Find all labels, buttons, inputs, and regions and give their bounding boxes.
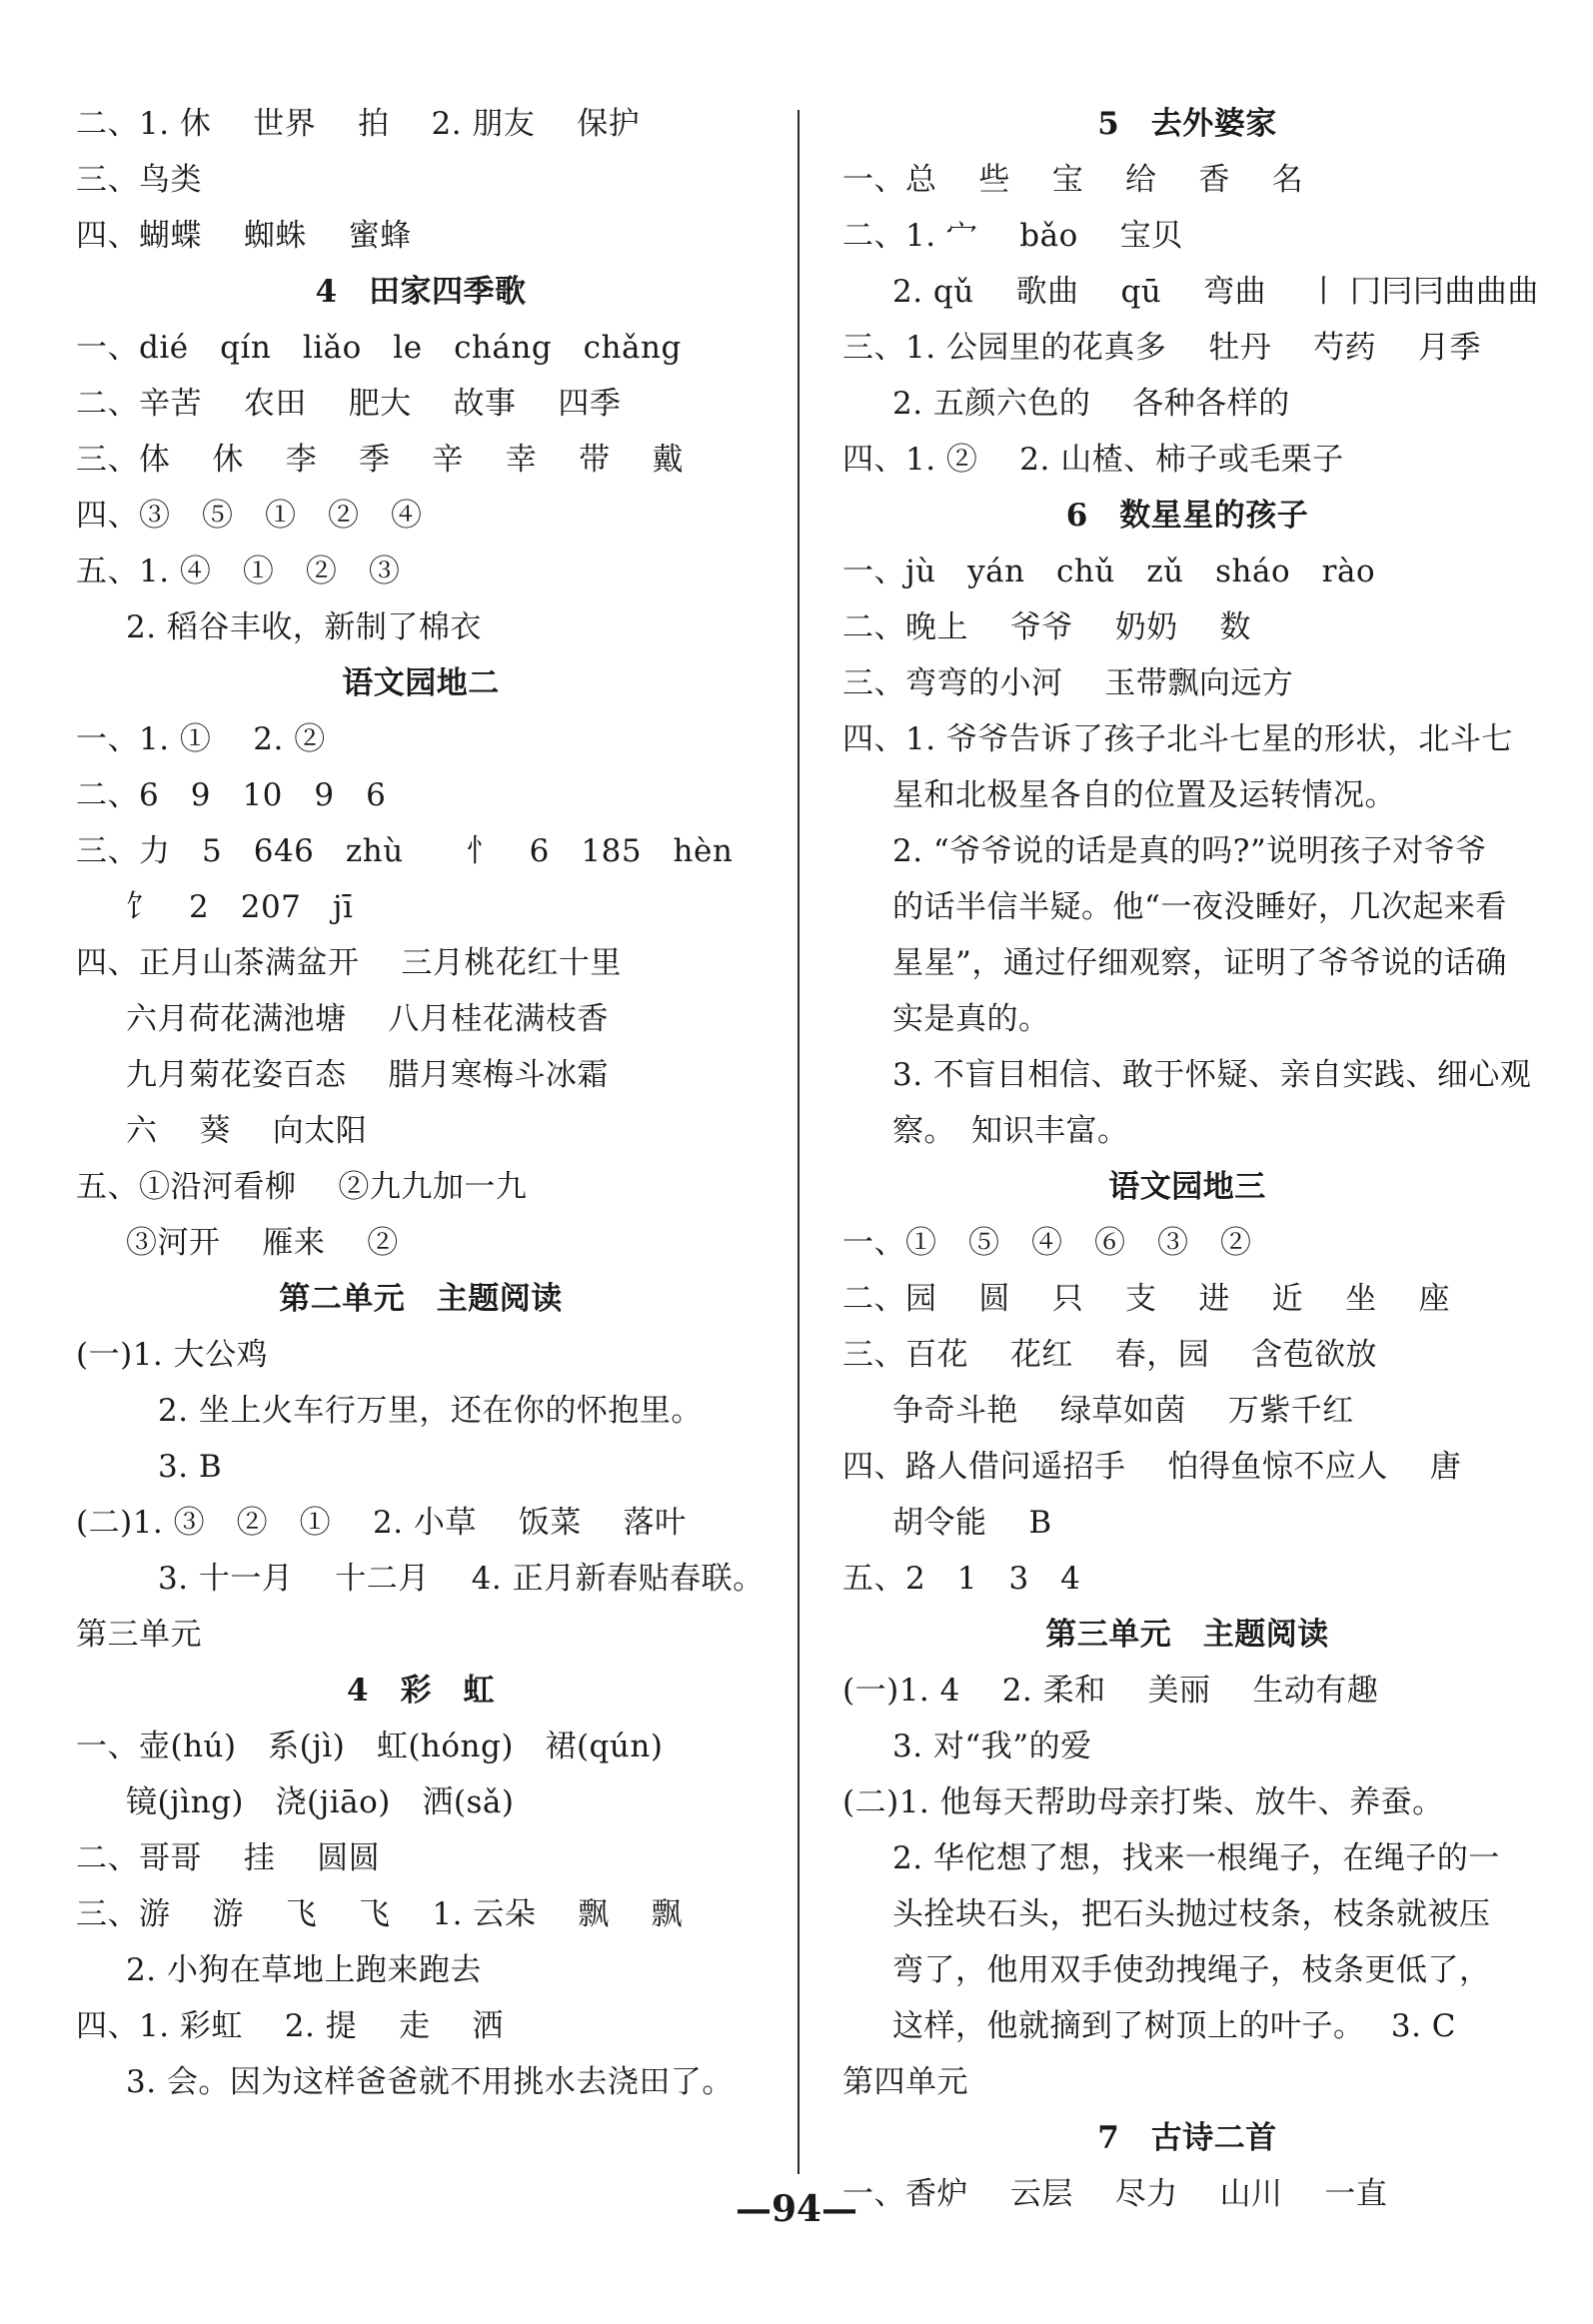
answer-line: 3. 会。因为这样爸爸就不用挑水去浇田了。 bbox=[126, 2064, 734, 2100]
answer-line: 三、1. 公园里的花真多 牡丹 芍药 月季 bbox=[842, 330, 1481, 366]
answer-line: 二、6 9 10 9 6 bbox=[76, 777, 387, 813]
answer-line: 四、路人借问遥招手 怕得鱼惊不应人 唐 bbox=[842, 1449, 1462, 1485]
answer-line: 三、游 游 飞 飞 1. 云朵 飘 飘 bbox=[76, 1896, 684, 1932]
section-heading: 第三单元 主题阅读 bbox=[1045, 1617, 1329, 1653]
answer-line: 星和北极星各自的位置及运转情况。 bbox=[892, 777, 1396, 813]
answer-line: 四、正月山茶满盆开 三月桃花红十里 bbox=[76, 945, 622, 981]
answer-line: 争奇斗艳 绿草如茵 万紫千红 bbox=[892, 1393, 1354, 1429]
answer-line: 五、①沿河看柳 ②九九加一九 bbox=[76, 1169, 528, 1205]
page-number: —94— bbox=[735, 2188, 858, 2230]
answer-line: 二、园 圆 只 支 进 近 坐 座 bbox=[842, 1281, 1450, 1317]
answer-line: (一)1. 4 2. 柔和 美丽 生动有趣 bbox=[842, 1673, 1379, 1709]
answer-line: 镜(jìng) 浇(jiāo) 洒(sǎ) bbox=[126, 1784, 515, 1820]
answer-line: 星星”，通过仔细观察，证明了爷爷说的话确 bbox=[892, 945, 1507, 981]
answer-line: 三、体 休 李 季 辛 幸 带 戴 bbox=[76, 442, 684, 478]
left-column bbox=[76, 96, 766, 2110]
answer-line: 九月菊花姿百态 腊月寒梅斗冰霜 bbox=[126, 1057, 609, 1093]
answer-line: 3. 十一月 十二月 4. 正月新春贴春联。 bbox=[158, 1561, 765, 1597]
answer-line: 饣 2 207 jī bbox=[126, 889, 354, 925]
answer-line: 的话半信半疑。他“一夜没睡好，几次起来看 bbox=[892, 889, 1507, 925]
answer-line: 二、辛苦 农田 肥大 故事 四季 bbox=[76, 386, 622, 422]
answer-line: 四、③ ⑤ ① ② ④ bbox=[76, 498, 423, 534]
answer-line: 六月荷花满池塘 八月桂花满枝香 bbox=[126, 1001, 609, 1037]
answer-line: 一、① ⑤ ④ ⑥ ③ ② bbox=[842, 1225, 1252, 1261]
section-heading: 4 彩 虹 bbox=[346, 1673, 496, 1709]
answer-line: 一、jù yán chǔ zǔ sháo rào bbox=[842, 554, 1376, 589]
answer-line: 3. 不盲目相信、敢于怀疑、亲自实践、细心观 bbox=[892, 1057, 1532, 1093]
right-column bbox=[842, 96, 1539, 2222]
answer-line: 二、哥哥 挂 圆圆 bbox=[76, 1840, 381, 1876]
answer-line: 三、鸟类 bbox=[76, 162, 202, 198]
answer-line: 一、香炉 云层 尽力 山川 一直 bbox=[842, 2176, 1388, 2212]
answer-line: 三、力 5 646 zhù 忄 6 185 hèn bbox=[76, 833, 734, 869]
answer-line: 3. B bbox=[158, 1449, 223, 1485]
section-heading: 4 田家四季歌 bbox=[315, 274, 527, 310]
column-divider bbox=[797, 110, 799, 2174]
answer-line: 三、弯弯的小河 玉带飘向远方 bbox=[842, 665, 1294, 701]
answer-line: 五、1. ④ ① ② ③ bbox=[76, 554, 401, 589]
section-heading: 6 数星星的孩子 bbox=[1065, 498, 1309, 534]
answer-line: 2. qǔ 歌曲 qū 弯曲 丨 冂冃冃曲曲曲 bbox=[892, 274, 1539, 310]
answer-line: 第四单元 bbox=[842, 2064, 968, 2100]
answer-line: 头拴块石头，把石头抛过枝条，枝条就被压 bbox=[892, 1896, 1491, 1932]
answer-line: (一)1. 大公鸡 bbox=[76, 1337, 269, 1373]
answer-line: (二)1. 他每天帮助母亲打柴、放牛、养蚕。 bbox=[842, 1784, 1444, 1820]
answer-line: 2. 稻谷丰收，新制了棉衣 bbox=[126, 609, 482, 645]
answer-line: 一、dié qín liǎo le cháng chǎng bbox=[76, 330, 682, 366]
answer-line: ③河开 雁来 ② bbox=[126, 1225, 399, 1261]
answer-line: 四、1. 彩虹 2. 提 走 洒 bbox=[76, 2008, 504, 2044]
answer-line: 2. “爷爷说的话是真的吗?”说明孩子对爷爷 bbox=[892, 833, 1487, 869]
answer-line: 五、2 1 3 4 bbox=[842, 1561, 1081, 1597]
section-heading: 7 古诗二首 bbox=[1097, 2120, 1277, 2156]
answer-line: 二、1. 宀 bǎo 宝贝 bbox=[842, 218, 1183, 254]
answer-line: 2. 小狗在草地上跑来跑去 bbox=[126, 1952, 482, 1988]
answer-line: 2. 坐上火车行万里，还在你的怀抱里。 bbox=[158, 1393, 703, 1429]
answer-line: 六 葵 向太阳 bbox=[126, 1113, 368, 1149]
answer-line: 二、晚上 爷爷 奶奶 数 bbox=[842, 609, 1252, 645]
answer-line: 一、1. ① 2. ② bbox=[76, 721, 326, 757]
section-heading: 语文园地三 bbox=[1108, 1169, 1266, 1205]
answer-line: (二)1. ③ ② ① 2. 小草 饭菜 落叶 bbox=[76, 1505, 687, 1541]
answer-line: 四、蝴蝶 蜘蛛 蜜蜂 bbox=[76, 218, 412, 254]
answer-line: 胡令能 B bbox=[892, 1505, 1052, 1541]
answer-line: 弯了，他用双手使劲拽绳子，枝条更低了， bbox=[892, 1952, 1491, 1988]
section-heading: 第二单元 主题阅读 bbox=[279, 1281, 563, 1317]
answer-line: 实是真的。 bbox=[892, 1001, 1050, 1037]
answer-line: 2. 华佗想了想，找来一根绳子，在绳子的一 bbox=[892, 1840, 1500, 1876]
answer-line: 第三单元 bbox=[76, 1617, 202, 1653]
answer-line: 一、壶(hú) 系(jì) 虹(hóng) 裙(qún) bbox=[76, 1729, 664, 1764]
answer-line: 2. 五颜六色的 各种各样的 bbox=[892, 386, 1290, 422]
answer-line: 二、1. 休 世界 拍 2. 朋友 保护 bbox=[76, 106, 641, 142]
answer-line: 察。 知识丰富。 bbox=[892, 1113, 1129, 1149]
section-heading: 语文园地二 bbox=[342, 665, 500, 701]
section-heading: 5 去外婆家 bbox=[1097, 106, 1277, 142]
answer-line: 四、1. 爷爷告诉了孩子北斗七星的形状，北斗七 bbox=[842, 721, 1513, 757]
answer-line: 四、1. ② 2. 山楂、柿子或毛栗子 bbox=[842, 442, 1344, 478]
answer-line: 三、百花 花红 春，园 含苞欲放 bbox=[842, 1337, 1378, 1373]
answer-line: 这样，他就摘到了树顶上的叶子。 3. C bbox=[892, 2008, 1457, 2044]
answer-line: 一、总 些 宝 给 香 名 bbox=[842, 162, 1304, 198]
answer-line: 3. 对“我”的爱 bbox=[892, 1729, 1092, 1764]
